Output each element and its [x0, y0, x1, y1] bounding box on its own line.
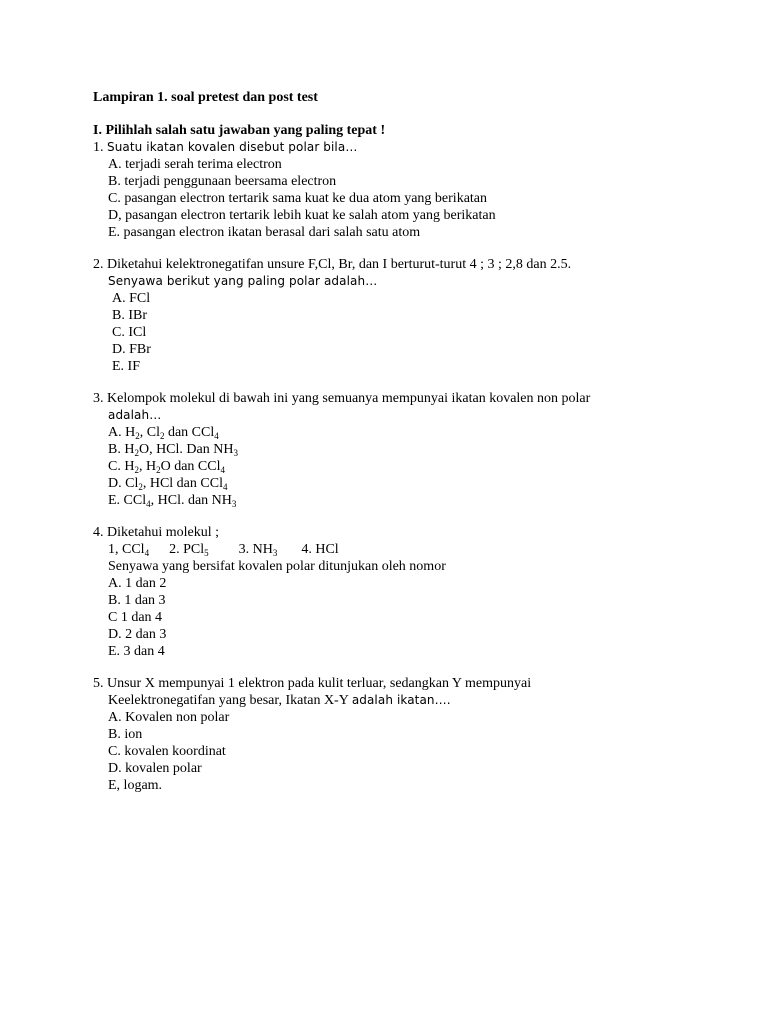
question-5: [93, 675, 693, 794]
question-4-option-a: A. 1 dan 2: [108, 576, 167, 591]
question-2-option-e: E. IF: [112, 359, 140, 374]
document-title: Lampiran 1. soal pretest dan post test: [93, 90, 318, 105]
question-5-stem-continued: Keelektronegatifan yang besar, Ikatan X-Y adalah ikatan….: [108, 693, 451, 708]
question-4-option-c: C 1 dan 4: [108, 610, 163, 625]
question-3-prompt: adalah…: [108, 408, 162, 422]
question-4: [93, 524, 693, 660]
question-1-text: Suatu ikatan kovalen disebut polar bila…: [107, 140, 358, 154]
question-5-option-e: E, logam.: [108, 778, 163, 793]
question-3-option-b: B. $H_2O$, HCl. Dan $NH_3$: [108, 442, 238, 458]
question-4-stem: 4. Diketahui molekul ;: [93, 525, 219, 540]
question-1-option-e: E. pasangan electron ikatan berasal dari salah satu atom: [108, 225, 421, 240]
molecule-4: 4. HCl: [301, 542, 339, 557]
question-1-option-b: B. terjadi penggunaan beersama electron: [108, 174, 337, 189]
question-1: [93, 139, 693, 241]
question-2: [93, 256, 693, 375]
question-3-option-a: A. $H_2$, $Cl_2$ dan CCl$_4$: [108, 425, 219, 441]
molecule-2: 2. PCl$_5$: [169, 542, 209, 558]
question-5-option-c: C. kovalen koordinat: [108, 744, 226, 759]
molecule-3: 3. $NH_3$: [238, 542, 278, 558]
question-2-option-a: A. FCl: [112, 291, 151, 306]
question-2-prompt: Senyawa berikut yang paling polar adalah…: [108, 274, 378, 288]
question-1-option-d: D, pasangan electron tertarik lebih kuat ke salah atom yang berikatan: [108, 208, 496, 223]
question-3: [93, 390, 693, 509]
question-1-option-a: A. terjadi serah terima electron: [108, 157, 282, 172]
question-4-molecules: [93, 541, 693, 558]
question-4-option-e: E. 3 dan 4: [108, 644, 165, 659]
question-5-option-a: A. Kovalen non polar: [108, 710, 230, 725]
question-2-option-b: B. IBr: [112, 308, 147, 323]
question-1-number: 1.: [93, 140, 104, 155]
question-3-option-c: C. $H_2$, $H_2O$ dan CCl$_4$: [108, 459, 225, 475]
question-2-option-c: C. ICl: [112, 325, 147, 340]
question-2-option-d: D. FBr: [112, 342, 151, 357]
question-3-option-e: E. CCl$_4$, HCl. dan $NH_3$: [108, 493, 237, 509]
section-heading: I. Pilihlah salah satu jawaban yang paling tepat !: [93, 123, 386, 138]
question-5-stem: 5. Unsur X mempunyai 1 elektron pada kulit terluar, sedangkan Y mempunyai: [93, 676, 532, 691]
question-3-option-d: D. $Cl_2$, HCl dan CCl$_4$: [108, 476, 228, 492]
question-1-option-c: C. pasangan electron tertarik sama kuat ke dua atom yang berikatan: [108, 191, 488, 206]
molecule-1: 1, CCl$_4$: [108, 542, 150, 558]
question-4-option-b: B. 1 dan 3: [108, 593, 166, 608]
question-2-stem: 2. Diketahui kelektronegatifan unsure F,Cl, Br, dan I berturut-turut 4 ; 3 ; 2,8 dan 2.5.: [93, 257, 572, 272]
question-4-prompt: Senyawa yang bersifat kovalen polar ditunjukan oleh nomor: [108, 559, 446, 574]
question-5-option-d: D. kovalen polar: [108, 761, 202, 776]
question-1-stem: [93, 139, 693, 156]
question-4-option-d: D. 2 dan 3: [108, 627, 167, 642]
question-5-option-b: B. ion: [108, 727, 143, 742]
question-3-stem: 3. Kelompok molekul di bawah ini yang semuanya mempunyai ikatan kovalen non polar: [93, 391, 591, 406]
